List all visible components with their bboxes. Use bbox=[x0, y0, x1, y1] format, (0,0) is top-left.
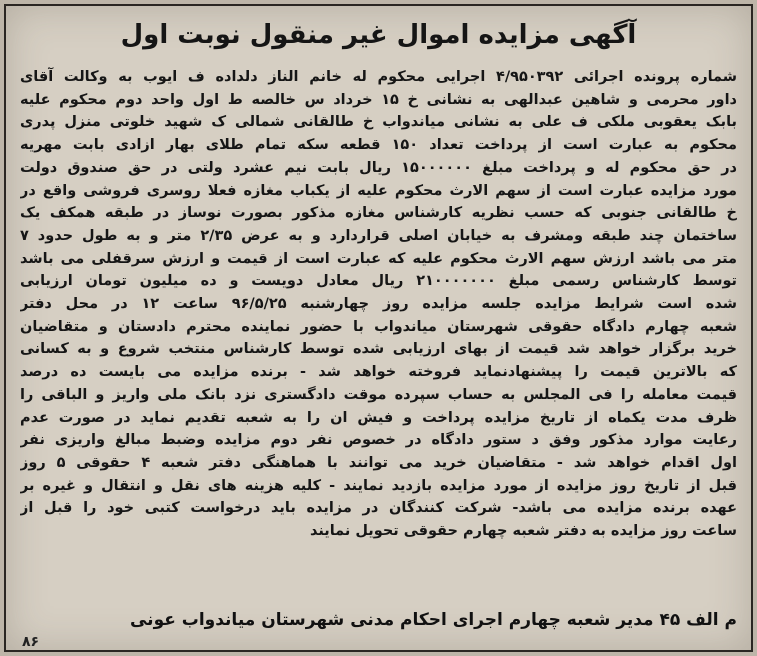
body-line: عهده برنده مزایده می باشد- شرکت کنندگان در مزایده باید درخواست کتبی خود را قبل از bbox=[20, 500, 737, 517]
notice-clipping bbox=[4, 4, 753, 652]
body-line: اول اقدام خواهد شد - متقاضیان خرید می توانند با هماهنگی دفتر شعبه ۴ حقوقی ۵ روز bbox=[20, 454, 737, 471]
body-line: در حق محکوم له و پرداخت مبلغ ۱۵۰۰۰۰۰۰ ریال بابت نیم عشرد ولتی در حق صندوق دولت bbox=[20, 159, 737, 176]
body-line: شعبه چهارم دادگاه حقوقی شهرستان میاندواب با حضور نماینده محترم دادستان و متقاضیان bbox=[20, 318, 737, 335]
body-line: مورد مزایده عبارت است از سهم الارث محکوم علیه از یکباب مغازه فعلا روسری فروشی واقع در bbox=[20, 182, 737, 199]
body-line: قبل از تاریخ روز مزایده از مورد مزایده بازدید نمایند - کلیه هزینه های نقل و انتقال و غیره بر bbox=[20, 477, 737, 494]
notice-body bbox=[20, 66, 737, 543]
notice-title: آگهی مزایده اموال غیر منقول نوبت اول bbox=[120, 20, 637, 50]
body-line: خرید برگزار خواهد شد قیمت از بهای ارزیابی شده توسط کارشناس منتخب شروع و به کسانی bbox=[20, 341, 737, 358]
body-line: رعایت موارد مذکور وفق د ستور دادگاه در خصوص نفر دوم مزایده وضبط مبالغ واریزی نفر bbox=[20, 432, 737, 449]
body-line: توسط کارشناس رسمی مبلغ ۲۱۰۰۰۰۰۰۰ ریال معادل دویست و ده میلیون تومان ارزیابی bbox=[20, 273, 737, 290]
body-line: شماره پرونده اجرائی ۴/۹۵۰۳۹۲ اجرایی محکوم له خانم الناز دلداده ف ایوب به وکالت آقای bbox=[20, 69, 737, 85]
body-line: که بالاترین قیمت را پیشنهادنماید فروخته خواهد شد - برنده مزایده می بایست ده درصد bbox=[20, 364, 737, 381]
body-line: ساعت روز مزایده به دفتر شعبه چهارم حقوقی تحویل نمایند bbox=[309, 523, 737, 540]
body-line: ساختمان چند طبقه ومشرف به خیابان اصلی قراردارد و به عرض ۲/۳۵ متر و به طول حدود ۷ bbox=[20, 227, 737, 244]
body-line: محکوم به عبارت است از پرداخت تعداد ۱۵۰ قطعه سکه تمام طلای بهار ازادی بابت مهریه bbox=[20, 137, 737, 154]
body-line: ظرف مدت یکماه از تاریخ مزایده پرداخت و فیش ان را به شعبه تقدیم نماید در صورت عدم bbox=[20, 409, 737, 426]
body-line: خ طالقانی جنوبی که حسب نظریه کارشناس مغازه مذکور بصورت نوساز در طبقه همکف یک bbox=[20, 205, 737, 222]
body-line: داور محرمی و شاهین عبدالهی به نشانی خ ۱۵ خرداد س خالصه ط اول واحد دوم محکوم علیه bbox=[20, 91, 737, 108]
body-line: متر می باشد ارزش سهم الارث محکوم علیه که عبارت است از قیمت و ارزش سرقفلی می باشد bbox=[20, 250, 737, 267]
body-line: قیمت معامله را فی المجلس به حساب سپرده موقت دادگستری نزد بانک ملی واریز و الباقی را bbox=[20, 386, 737, 403]
body-line: بابک یعقوبی ملکی ف علی به نشانی میاندواب خ طالقانی شمالی ک شهید خلوتی منزل پدری bbox=[20, 114, 737, 131]
page-number: ۸۶ bbox=[22, 634, 40, 650]
body-line: شده است شرایط مزایده جلسه مزایده روز چهارشنبه ۹۶/۵/۲۵ ساعت ۱۲ در محل دفتر bbox=[20, 296, 737, 313]
notice-footer-signature: م الف ۴۵ مدیر شعبه چهارم اجرای احکام مدنی شهرستان میاندواب عونی bbox=[129, 610, 737, 630]
